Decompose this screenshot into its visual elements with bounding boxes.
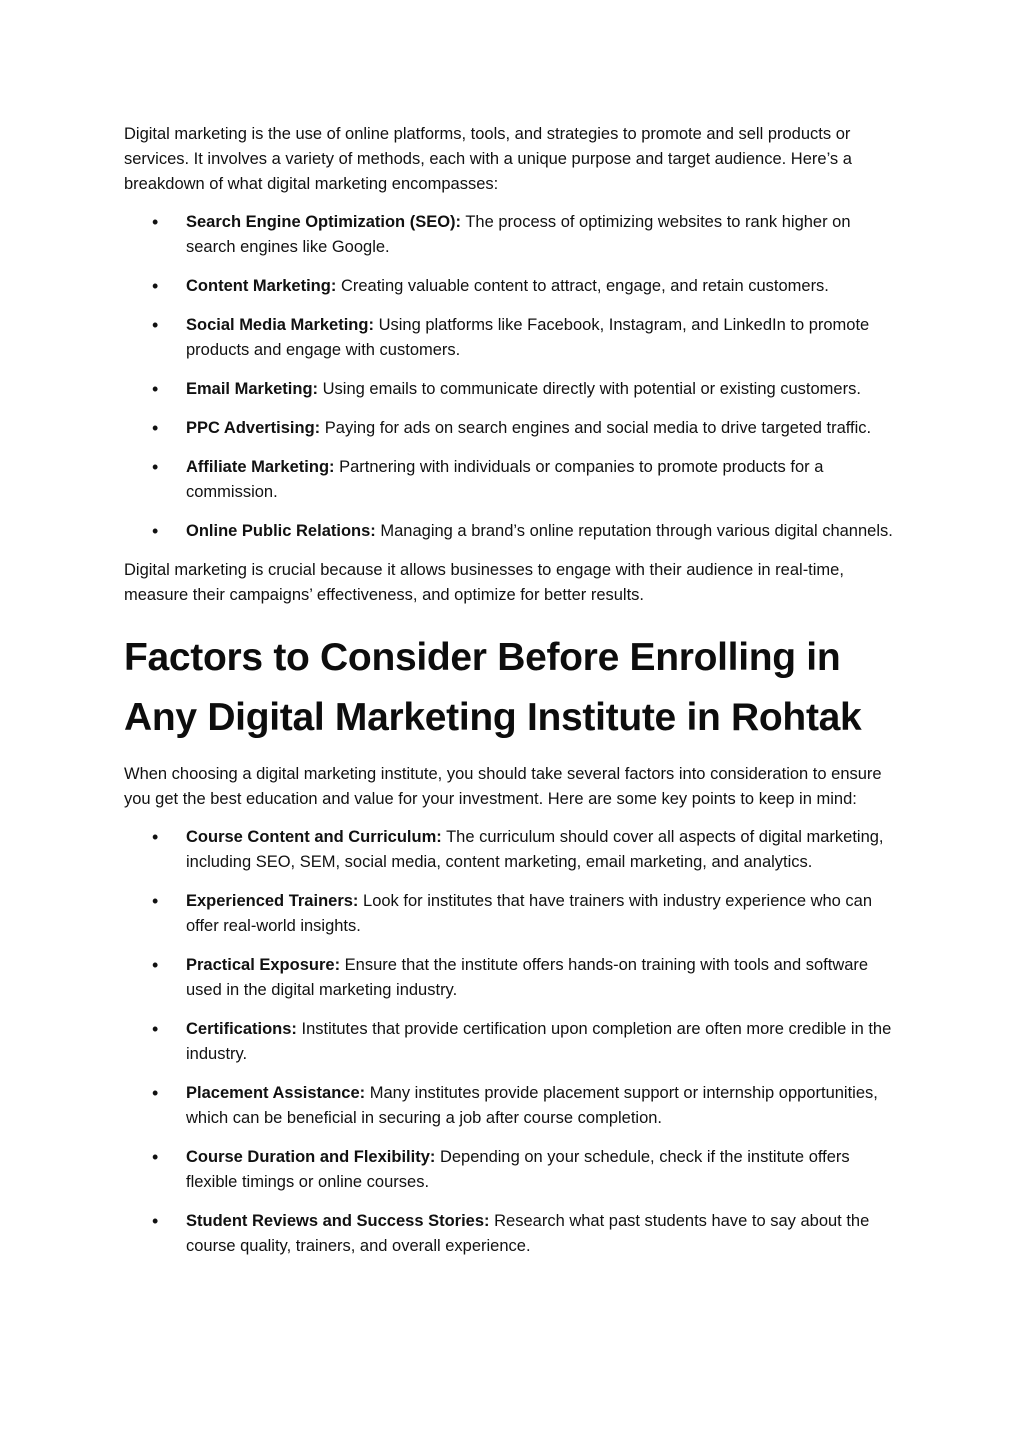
list-item — [124, 1017, 902, 1067]
list-item-term: Course Content and Curriculum: — [186, 828, 442, 846]
list-item-desc: Many institutes provide placement support or internship opportunities, which can be beneficial in securing a job after course completion. — [186, 1084, 878, 1127]
factors-list — [124, 825, 902, 1259]
list-item-desc: The process of optimizing websites to rank higher on search engines like Google. — [186, 213, 851, 256]
list-item — [124, 1145, 902, 1195]
list-item — [124, 210, 902, 260]
list-item-term: Social Media Marketing: — [186, 316, 374, 334]
list-item-term: Affiliate Marketing: — [186, 458, 335, 476]
list-item — [124, 889, 902, 939]
list-item-desc: Institutes that provide certification upon completion are often more credible in the industry. — [186, 1020, 892, 1063]
list-item-term: Search Engine Optimization (SEO): — [186, 213, 462, 231]
list-item-term: Online Public Relations: — [186, 522, 376, 540]
list-item — [124, 953, 902, 1003]
list-item-desc: Ensure that the institute offers hands-on training with tools and software used in the digital marketing industry. — [186, 956, 869, 999]
list-item-desc: Creating valuable content to attract, engage, and retain customers. — [340, 277, 829, 295]
list-item-desc: The curriculum should cover all aspects of digital marketing, including SEO, SEM, social media, content marketing, email marketing, and analytics. — [186, 828, 884, 871]
list-item-term: Content Marketing: — [186, 277, 337, 295]
list-item-desc: Partnering with individuals or companies to promote products for a commission. — [186, 458, 824, 501]
list-item-desc: Depending on your schedule, check if the institute offers flexible timings or online courses. — [186, 1148, 850, 1191]
list-item-term: Experienced Trainers: — [186, 892, 359, 910]
list-item — [124, 1209, 902, 1259]
intro-paragraph: Digital marketing is the use of online platforms, tools, and strategies to promote and sell products or services. It involves a variety of methods, each with a unique purpose and target audience. Here’s a breakdown of what digital marketing encompasses: — [124, 125, 852, 193]
list-item — [124, 519, 902, 544]
list-item — [124, 274, 902, 299]
list-item-desc: Paying for ads on search engines and social media to drive targeted traffic. — [324, 419, 872, 437]
section-intro-paragraph: When choosing a digital marketing institute, you should take several factors into consideration to ensure you get the best education and value for your investment. Here are some key points to keep in mind: — [124, 765, 882, 808]
list-item-term: Student Reviews and Success Stories: — [186, 1212, 490, 1230]
list-item-desc: Using emails to communicate directly with potential or existing customers. — [322, 380, 861, 398]
list-item — [124, 313, 902, 363]
list-item-term: Course Duration and Flexibility: — [186, 1148, 436, 1166]
marketing-types-list — [124, 210, 902, 544]
list-item-term: Practical Exposure: — [186, 956, 341, 974]
list-item-desc: Research what past students have to say about the course quality, trainers, and overall experience. — [186, 1212, 870, 1255]
list-item-term: Email Marketing: — [186, 380, 319, 398]
list-item-desc: Look for institutes that have trainers with industry experience who can offer real-world insights. — [186, 892, 873, 935]
list-item — [124, 416, 902, 441]
list-item-desc: Using platforms like Facebook, Instagram, and LinkedIn to promote products and engage with customers. — [186, 316, 870, 359]
list-item-desc: Managing a brand’s online reputation through various digital channels. — [380, 522, 893, 540]
document-page — [124, 122, 902, 1273]
list-item — [124, 377, 902, 402]
section-heading: Factors to Consider Before Enrolling in Any Digital Marketing Institute in Rohtak — [124, 636, 862, 739]
list-item-term: Placement Assistance: — [186, 1084, 366, 1102]
list-item — [124, 825, 902, 875]
list-item — [124, 455, 902, 505]
list-item-term: PPC Advertising: — [186, 419, 321, 437]
list-item — [124, 1081, 902, 1131]
closing-paragraph: Digital marketing is crucial because it allows businesses to engage with their audience in real-time, measure their campaigns’ effectiveness, and optimize for better results. — [124, 561, 844, 604]
list-item-term: Certifications: — [186, 1020, 297, 1038]
